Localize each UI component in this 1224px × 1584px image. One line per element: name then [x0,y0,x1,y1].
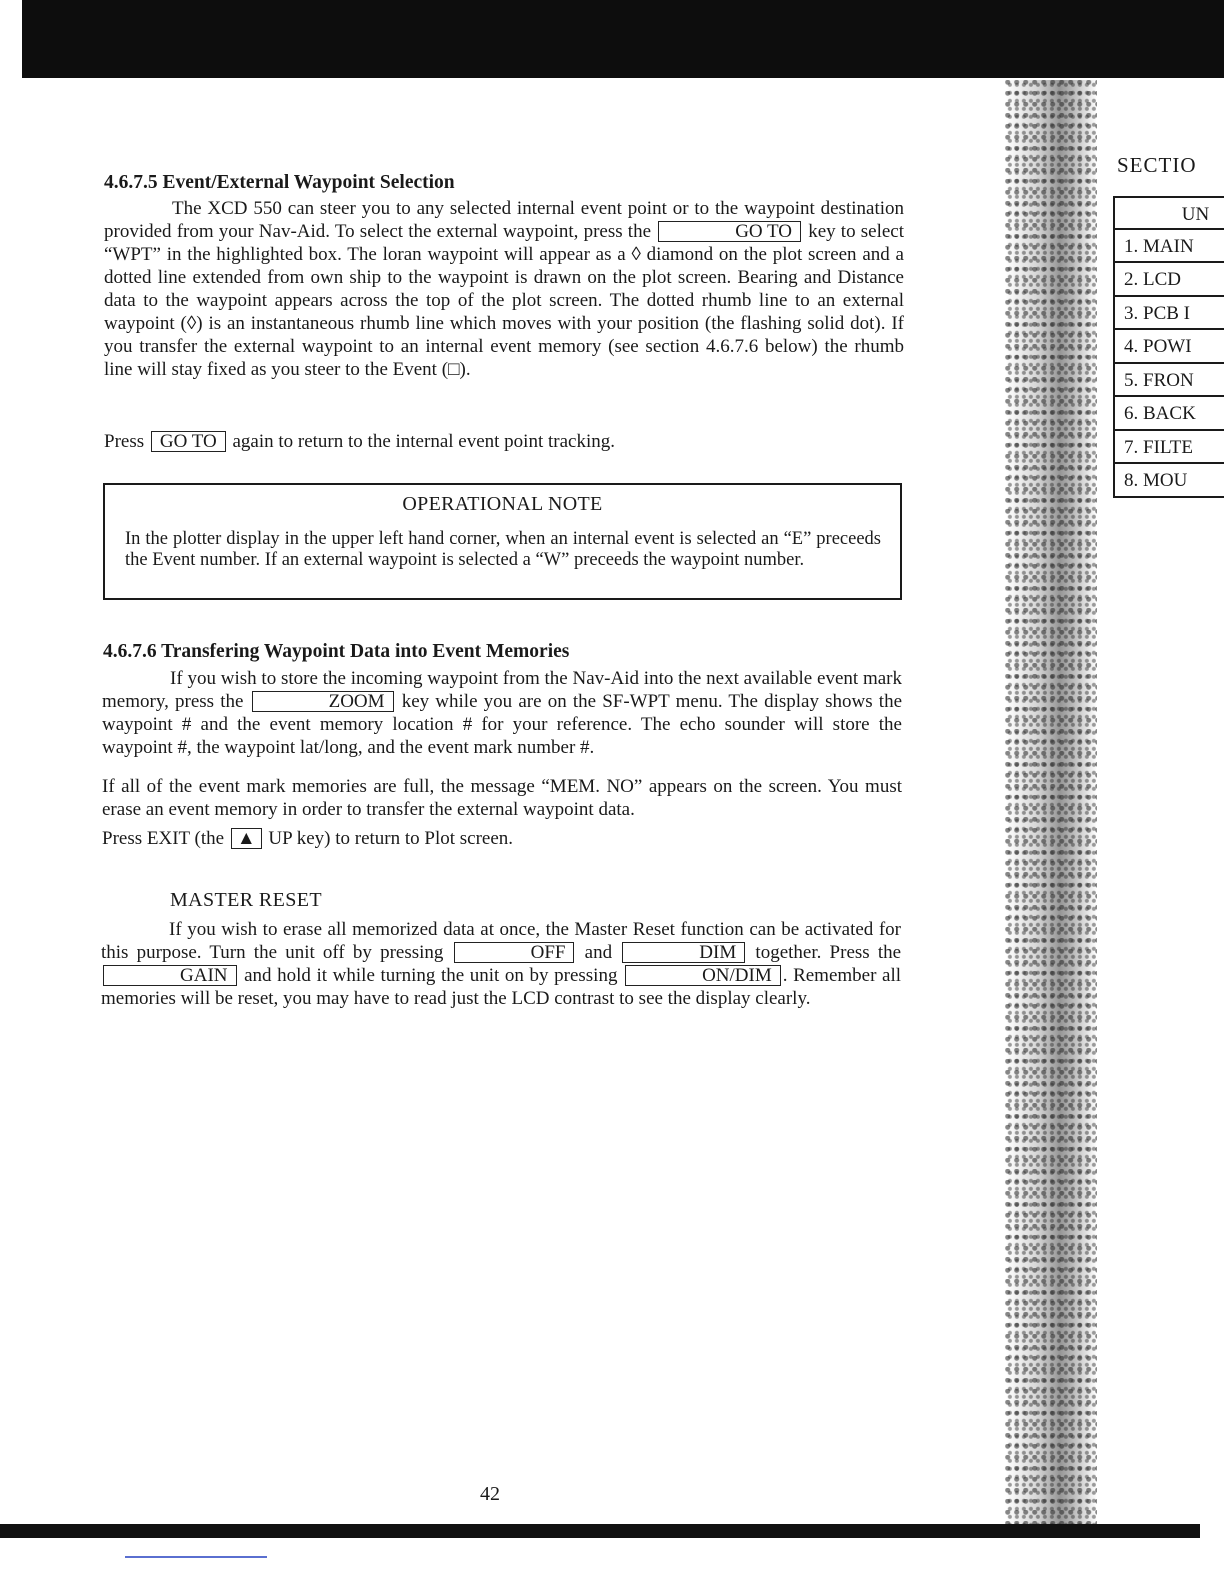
section-heading-4675: 4.6.7.5 Event/External Waypoint Selection [104,172,455,193]
scan-top-border [22,0,1224,78]
paragraph-text: again to return to the internal event point tracking. [232,431,615,452]
table-row: 7. FILTE [1115,431,1224,465]
dim-key: DIM [622,942,745,963]
paragraph-text: key while you are on the SF-WPT menu. The display shows the waypoint # and the event memory location # for your reference. The echo sounder will store the waypoint #, the waypoint lat/long, and the event mark number #. [102,691,903,758]
adjacent-contents-table [1113,196,1224,498]
paragraph-text: Press [104,431,145,452]
operational-note-body: In the plotter display in the upper left hand corner, when an internal event is selected an “E” preceeds the Event number. If an external waypoint is selected a “W” preceeds the waypoint number. [125,529,881,570]
scan-gutter-shadow [1005,80,1097,1530]
operational-note-title: OPERATIONAL NOTE [402,493,603,515]
paragraph-text: If you wish to erase all memorized data at once, the Master Reset function can be activated for this purpose. Turn the unit off by pressing [101,919,901,963]
table-row: 2. LCD [1115,263,1224,297]
adjacent-section-title: SECTIO [1117,153,1197,177]
table-row: 8. MOU [1115,464,1224,498]
off-key: OFF [454,942,575,963]
table-row: 1. MAIN [1115,230,1224,264]
up-arrow-key: ▲ [231,828,262,849]
section-4676-memory-full: If all of the event mark memories are full, the message “MEM. NO” appears on the screen. You must erase an event memory in order to transfer the external waypoint data. [102,776,902,820]
page-number: 42 [480,1483,500,1505]
paragraph-text: . Remember all memories will be reset, you may have to read just the LCD contrast to see the display clearly. [101,965,902,1009]
master-reset-title: MASTER RESET [170,889,323,911]
paragraph-text: and hold it while turning the unit on by pressing [244,965,618,986]
goto-key: GO TO [151,431,226,452]
section-heading-4676: 4.6.7.6 Transfering Waypoint Data into Event Memories [103,641,570,662]
table-row: 3. PCB I [1115,297,1224,331]
section-4676-paragraph [102,667,902,759]
table-row: 4. POWI [1115,330,1224,364]
section-4675-press-line [104,430,904,453]
goto-key: GO TO [658,221,801,242]
paragraph-text: The XCD 550 can steer you to any selected internal event point or to the waypoint destination provided from your Nav-Aid. To select the external waypoint, press the [104,198,904,242]
section-4675-paragraph [104,197,904,381]
paragraph-text: key to select “WPT” in the highlighted box. The loran waypoint will appear as a ◊ diamond on the plot screen and a dotted line extended from own ship to the waypoint is drawn on the plot screen. Bearing and Distance data to the waypoint appears across the top of the plot screen. The dotted rhumb line to an external waypoint (◊) is an instantaneous rhumb line which moves with your position (the flashing solid dot). If you transfer the external waypoint to an internal event memory (see section 4.6.7.6 below) the rhumb line will stay fixed as you steer to the Event (□). [104,221,905,380]
scan-bottom-line [125,1556,267,1558]
section-4676-exit-line [102,827,902,850]
paragraph-text: together. Press the [755,942,902,963]
operational-note-box [103,483,902,600]
on-dim-key: ON/DIM [625,965,781,986]
paragraph-text: If you wish to store the incoming waypoint from the Nav-Aid into the next available event mark memory, press the [102,668,902,712]
gain-key: GAIN [103,965,237,986]
table-row: 6. BACK [1115,397,1224,431]
master-reset-paragraph [101,918,901,1010]
zoom-key: ZOOM [252,691,394,712]
table-header-cell: UN [1115,196,1224,230]
scan-bottom-border [0,1524,1200,1538]
paragraph-text: and [584,942,613,963]
paragraph-text: UP key) to return to Plot screen. [268,828,514,849]
table-row: 5. FRON [1115,364,1224,398]
paragraph-text: Press EXIT (the [102,828,225,849]
